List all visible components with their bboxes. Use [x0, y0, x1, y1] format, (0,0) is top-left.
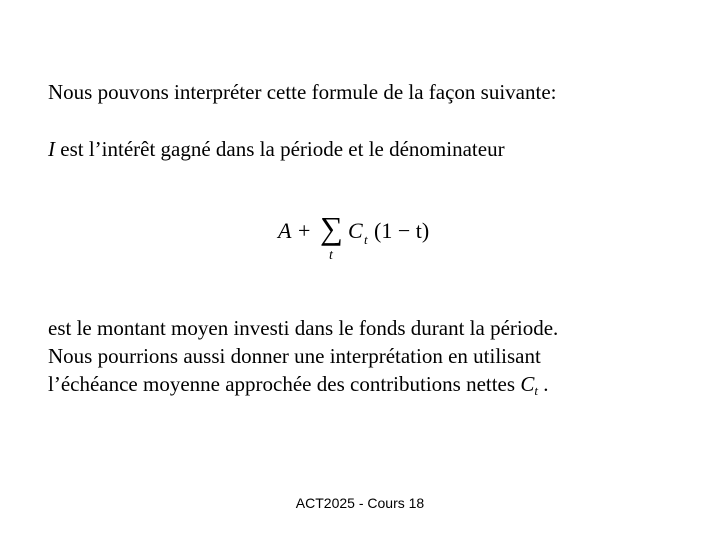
formula-c-subscript: t [364, 232, 368, 247]
interest-definition-text: est l’intérêt gagné dans la période et le dénominateur [55, 137, 505, 161]
interest-variable: I [48, 137, 55, 161]
slide-footer: ACT2025 - Cours 18 [295, 495, 425, 511]
formula-sum-sign: ∑ [320, 210, 343, 246]
formula-factor: (1 − t) [374, 218, 430, 243]
contribution-subscript: t [534, 383, 538, 398]
explanation-line-2: Nous pourrions aussi donner une interprétation en utilisant [48, 344, 541, 368]
formula-plus: + [298, 218, 311, 243]
explanation-line-3 [48, 372, 548, 403]
contribution-variable: C [520, 372, 535, 396]
denominator-formula [278, 212, 448, 268]
explanation-line-1: est le montant moyen investi dans le fonds durant la période. [48, 316, 559, 340]
interest-definition [48, 137, 505, 161]
formula-sum-index: t [329, 248, 333, 263]
intro-text: Nous pouvons interpréter cette formule de la façon suivante: [48, 80, 557, 104]
explanation-line-3-text: l’échéance moyenne approchée des contributions nettes [48, 372, 521, 396]
explanation-line-3-end: . [537, 372, 549, 396]
formula-c: C [348, 218, 363, 243]
formula-a: A [278, 218, 292, 243]
